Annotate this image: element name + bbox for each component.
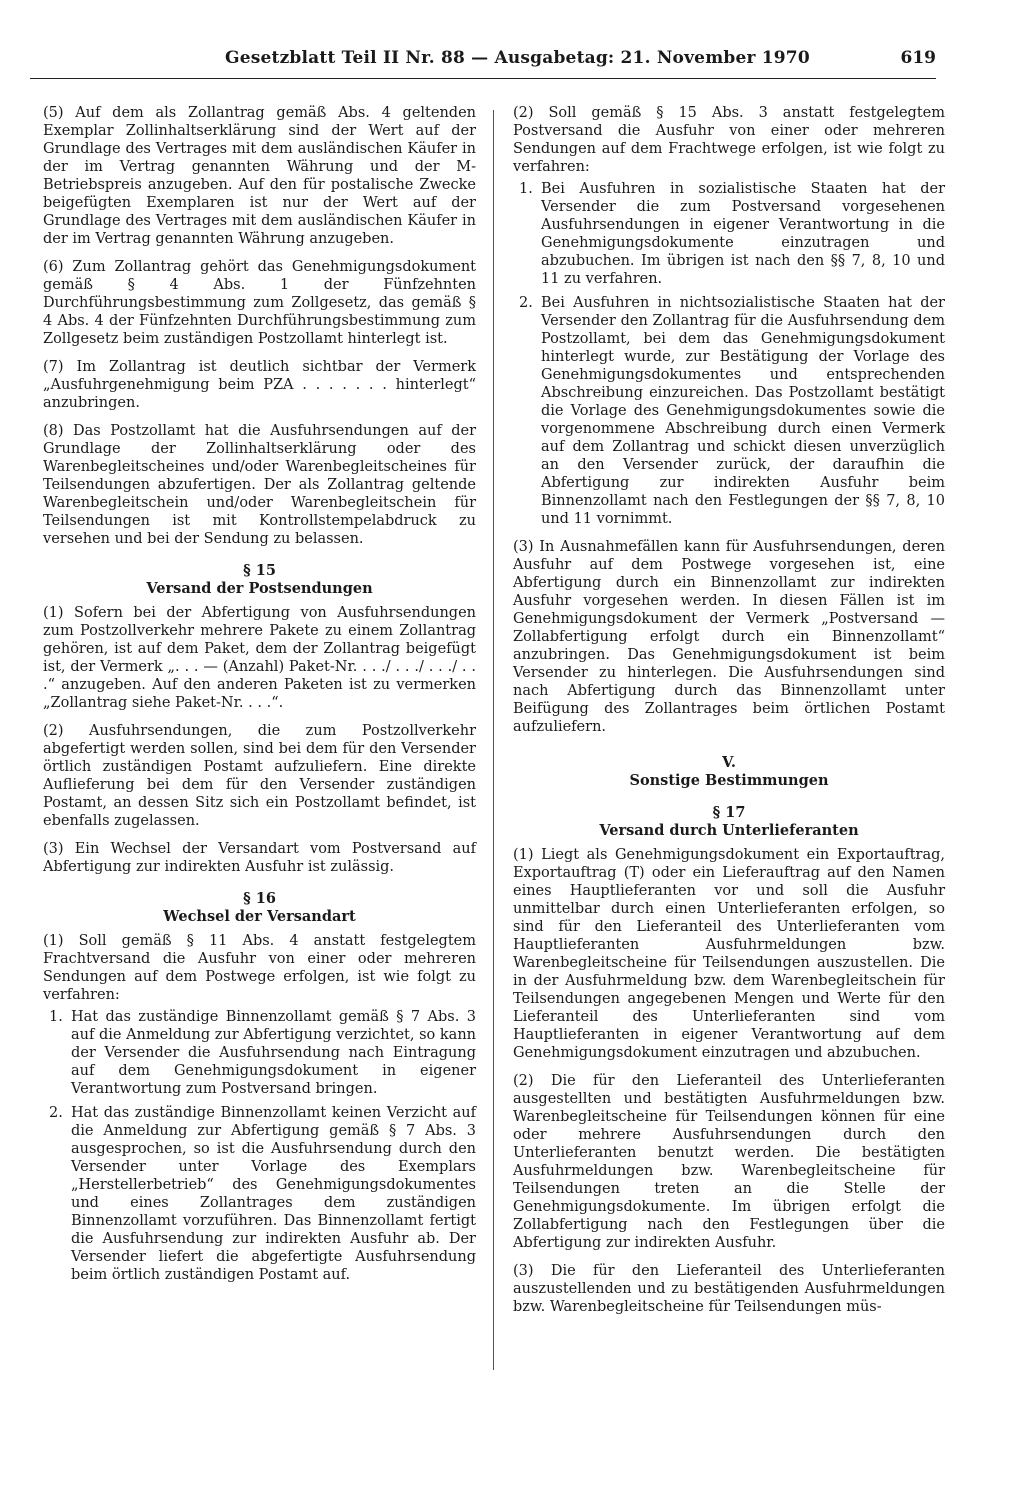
paragraph-7: (7) Im Zollantrag ist deutlich sichtbar der Vermerk „Ausfuhrgenehmigung beim PZA . . . . . . . hinterlegt“ anzubringen.	[43, 359, 476, 411]
section-15-number: § 15	[243, 562, 276, 579]
list-item-text: Hat das zuständige Binnenzollamt gemäß § 7 Abs. 3 auf die Anmeldung zur Abfertigung verzichtet, so kann der Versender die Ausfuhrsendung nach Eintragung auf dem Genehmigungsdokument in eigener Verantwortung zum Postversand bringen.	[71, 1009, 476, 1097]
list-item	[513, 180, 945, 288]
right-column	[513, 104, 945, 1326]
section-16-paragraph-2: (2) Soll gemäß § 15 Abs. 3 anstatt festgelegtem Postversand die Ausfuhr von einer oder mehreren Sendungen auf dem Frachtwege erfolgen, ist wie folgt zu verfahren:	[513, 105, 945, 175]
page-header	[30, 48, 936, 79]
page-number: 619	[900, 48, 936, 68]
list-item	[43, 1104, 476, 1284]
header-title: Gesetzblatt Teil II Nr. 88 — Ausgabetag: 21. November 1970	[225, 48, 810, 68]
list-item-text: Bei Ausfuhren in nichtsozialistische Staaten hat der Versender den Zollantrag für die Ausfuhrsendung dem Postzollamt, bei dem das Genehmigungsdokument hinterlegt wurde, zur Bestätigung der Vorlage des Genehmigungsdokumentes und entsprechenden Abschreibung einzureichen. Das Postzollamt bestätigt die Vorlage des Genehmigungsdokumentes sowie die vorgenommene Abschreibung durch einen Vermerk auf dem Zollantrag und schickt diesen unverzüglich an den Versender zurück, der daraufhin die Abfertigung zur indirekten Ausfuhr beim Binnenzollamt nach den Festlegungen der §§ 7, 8, 10 und 11 vornimmt.	[541, 295, 945, 527]
section-17-paragraph-3: (3) Die für den Lieferanteil des Unterlieferanten auszustellenden und zu bestätigenden Ausfuhrmeldungen bzw. Warenbegleitscheine für Teilsendungen müs-	[513, 1263, 945, 1315]
section-17-paragraph-1: (1) Liegt als Genehmigungsdokument ein Exportauftrag, Exportauftrag (T) oder ein Lieferauftrag auf den Namen eines Hauptlieferanten vor und soll die Ausfuhr unmittelbar durch einen Unterlieferanten erfolgen, so sind für den Lieferanteil des Unterlieferanten vom Hauptlieferanten Ausfuhrmeldungen bzw. Warenbegleitscheine für Teilsendungen auszustellen. Die in der Ausfuhrmeldung bzw. dem Warenbegleitschein für Teilsendungen angegebenen Mengen und Werte für den Lieferanteil des Unterlieferanten sind vom Hauptlieferanten in eigener Verantwortung auf dem Genehmigungsdokument einzutragen und abzubuchen.	[513, 847, 945, 1061]
section-16-number: § 16	[243, 890, 276, 907]
list-item	[43, 1008, 476, 1098]
section-17-number: § 17	[712, 804, 746, 821]
list-item-number: 2.	[49, 1105, 63, 1121]
section-16-title: Wechsel der Versandart	[163, 908, 356, 925]
column-divider	[493, 110, 494, 1370]
section-15-paragraph-1: (1) Sofern bei der Abfertigung von Ausfuhrsendungen zum Postzollverkehr mehrere Pakete zu einem Zollantrag gehören, ist auf dem Paket, dem der Zollantrag beigefügt ist, der Vermerk „. . . — (Anzahl) Paket-Nr. . . ./ . . ./ . . ./ . . .“ anzugeben. Auf den anderen Paketen ist zu vermerken „Zollantrag siehe Paket-Nr. . . .“.	[43, 605, 476, 711]
section-17-title: Versand durch Unterlieferanten	[599, 822, 859, 839]
section-17-paragraph-2: (2) Die für den Lieferanteil des Unterlieferanten ausgestellten und bestätigten Ausfuhrmeldungen bzw. Warenbegleitscheine für Teilsendungen können für eine oder mehrere Ausfuhrsendungen durch den Unterlieferanten benutzt werden. Die bestätigten Ausfuhrmeldungen bzw. Warenbegleitscheine für Teilsendungen treten an die Stelle der Genehmigungsdokumente. Im übrigen erfolgt die Zollabfertigung nach den Festlegungen über die Abfertigung zur indirekten Ausfuhr.	[513, 1073, 945, 1251]
section-16-paragraph-3: (3) In Ausnahmefällen kann für Ausfuhrsendungen, deren Ausfuhr auf dem Postwege vorgesehen ist, eine Abfertigung durch ein Binnenzollamt zur indirekten Ausfuhr vorgesehen werden. In diesen Fällen ist im Genehmigungsdokument der Vermerk „Postversand — Zollabfertigung erfolgt durch ein Binnenzollamt“ anzubringen. Das Genehmigungsdokument ist beim Versender zu hinterlegen. Die Ausfuhrsendungen sind nach Abfertigung durch das Binnenzollamt unter Beifügung des Zollantrages beim örtlichen Postamt aufzuliefern.	[513, 539, 945, 735]
list-item	[513, 294, 945, 528]
list-item-number: 1.	[519, 181, 533, 197]
list-item-text: Hat das zuständige Binnenzollamt keinen Verzicht auf die Anmeldung zur Abfertigung gemäß § 7 Abs. 3 ausgesprochen, so ist die Ausfuhrsendung durch den Versender unter Vorlage des Exemplars „Herstellerbetrieb“ des Genehmigungsdokumentes und eines Zollantrages dem zuständigen Binnenzollamt vorzuführen. Das Binnenzollamt fertigt die Ausfuhrsendung zur indirekten Ausfuhr ab. Der Versender liefert die abgefertigte Ausfuhrsendung beim örtlich zuständigen Postamt auf.	[71, 1105, 476, 1283]
section-16-list	[43, 1008, 476, 1284]
list-item-number: 1.	[49, 1009, 63, 1025]
paragraph-5: (5) Auf dem als Zollantrag gemäß Abs. 4 geltenden Exemplar Zollinhaltserklärung sind der Wert auf der Grundlage des Vertrages mit dem ausländischen Käufer in der im Vertrag genannten Währung und der M-Betriebspreis anzugeben. Auf den für postalische Zwecke beigefügten Exemplaren ist nur der Wert auf der Grundlage des Vertrages mit dem ausländischen Käufer in der im Vertrag genannten Währung anzugeben.	[43, 105, 476, 247]
paragraph-6: (6) Zum Zollantrag gehört das Genehmigungsdokument gemäß § 4 Abs. 1 der Fünfzehnten Durchführungsbestimmung zum Zollgesetz, das gemäß § 4 Abs. 4 der Fünfzehnten Durchführungsbestimmung zum Zollgesetz beim zuständigen Postzollamt hinterlegt ist.	[43, 259, 476, 347]
section-15-paragraph-2: (2) Ausfuhrsendungen, die zum Postzollverkehr abgefertigt werden sollen, sind bei dem für den Versender örtlich zuständigen Postamt aufzuliefern. Eine direkte Auflieferung bei dem für den Versender zuständigen Postamt, an dessen Sitz sich ein Postzollamt befindet, ist ebenfalls zugelassen.	[43, 723, 476, 829]
list-item-number: 2.	[519, 295, 533, 311]
left-column	[43, 104, 476, 1294]
section-16-paragraph-2-list	[513, 180, 945, 528]
list-item-text: Bei Ausfuhren in sozialistische Staaten hat der Versender die zum Postversand vorgesehenen Ausfuhrsendungen in eigener Verantwortung in die Genehmigungsdokumente einzutragen und abzubuchen. Im übrigen ist nach den §§ 7, 8, 10 und 11 zu verfahren.	[541, 181, 945, 287]
section-16-paragraph-1: (1) Soll gemäß § 11 Abs. 4 anstatt festgelegtem Frachtversand die Ausfuhr von einer oder mehreren Sendungen auf dem Postwege erfolgen, ist wie folgt zu verfahren:	[43, 933, 476, 1003]
section-15-title: Versand der Postsendungen	[146, 580, 373, 597]
part-title: Sonstige Bestimmungen	[629, 772, 829, 789]
paragraph-8: (8) Das Postzollamt hat die Ausfuhrsendungen auf der Grundlage der Zollinhaltserklärung oder des Warenbegleitscheines und/oder Warenbegleitscheines für Teilsendungen abzufertigen. Der als Zollantrag geltende Warenbegleitschein und/oder Warenbegleitschein für Teilsendungen ist mit Kontrollstempelabdruck zu versehen und bei der Sendung zu belassen.	[43, 423, 476, 547]
part-number: V.	[722, 754, 736, 771]
section-15-paragraph-3: (3) Ein Wechsel der Versandart vom Postversand auf Abfertigung zur indirekten Ausfuhr ist zulässig.	[43, 841, 476, 875]
